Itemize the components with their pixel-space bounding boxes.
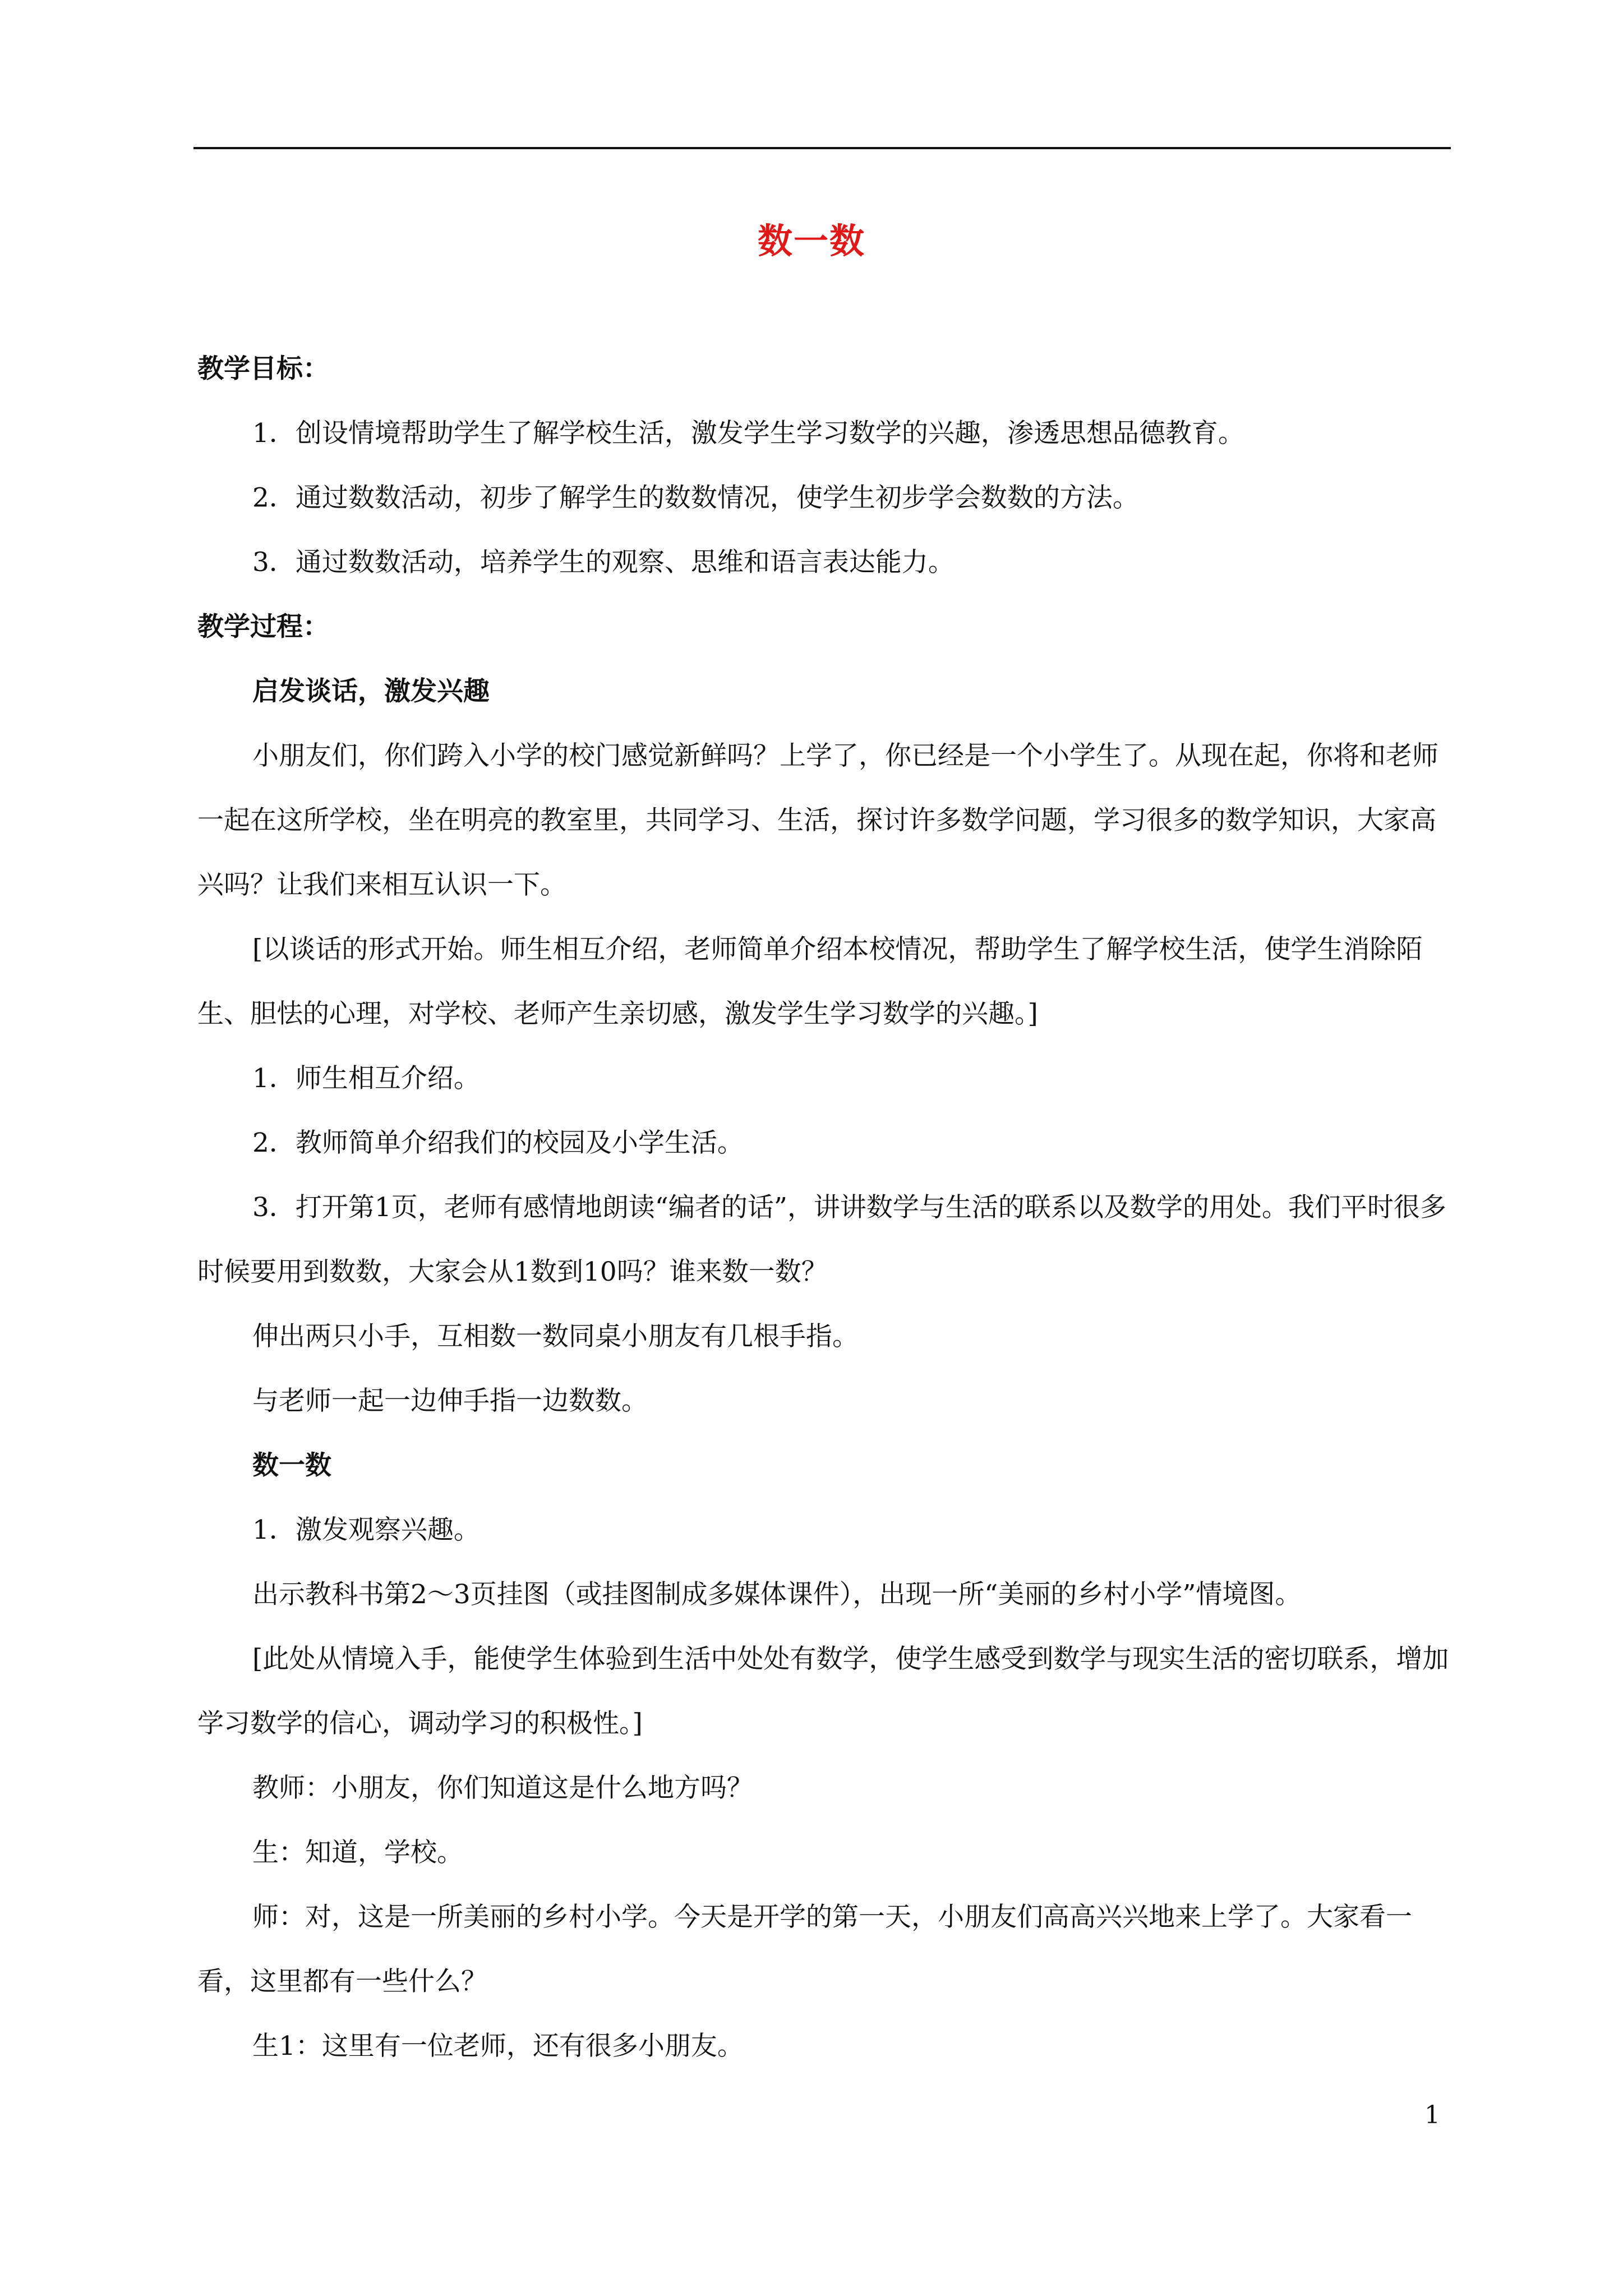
paragraph: 1．创设情境帮助学生了解学校生活，激发学生学习数学的兴趣，渗透思想品德教育。: [252, 418, 1244, 449]
document-title: 数一数: [757, 220, 865, 261]
paragraph: 师：对，这是一所美丽的乡村小学。今天是开学的第一天，小朋友们高高兴兴地来上学了。大家看一看，这里都有一些什么？: [197, 1902, 1412, 1997]
paragraph: 2．教师简单介绍我们的校园及小学生活。: [252, 1128, 744, 1158]
header-rule: [193, 147, 1451, 149]
paragraph: 教师：小朋友，你们知道这是什么地方吗？: [252, 1773, 753, 1803]
paragraph: 3．打开第1页，老师有感情地朗读“编者的话”，讲讲数学与生活的联系以及数学的用处。我们平时很多时候要用到数数，大家会从1数到10吗？谁来数一数？: [197, 1192, 1446, 1287]
paragraph: [以谈话的形式开始。师生相互介绍，老师简单介绍本校情况，帮助学生了解学校生活，使学生消除陌生、胆怯的心理，对学校、老师产生亲切感，激发学生学习数学的兴趣。]: [197, 934, 1423, 1029]
paragraph: [此处从情境入手，能使学生体验到生活中处处有数学，使学生感受到数学与现实生活的密切联系，增加学习数学的信心，调动学习的积极性。]: [197, 1644, 1449, 1739]
paragraph: 1．师生相互介绍。: [252, 1063, 480, 1094]
paragraph: 生1：这里有一位老师，还有很多小朋友。: [252, 2031, 744, 2062]
paragraph: 出示教科书第2～3页挂图（或挂图制成多媒体课件），出现一所“美丽的乡村小学”情境图。: [252, 1579, 1302, 1610]
section-heading-process: 教学过程：: [197, 611, 329, 642]
section-heading-objectives: 教学目标：: [197, 353, 329, 384]
paragraph: 生：知道，学校。: [252, 1837, 463, 1868]
paragraph: 伸出两只小手，互相数一数同桌小朋友有几根手指。: [252, 1321, 859, 1352]
paragraph: 2．通过数数活动，初步了解学生的数数情况，使学生初步学会数数的方法。: [252, 482, 1139, 513]
subheading-inspire: 启发谈话，激发兴趣: [252, 676, 490, 707]
paragraph: 3．通过数数活动，培养学生的观察、思维和语言表达能力。: [252, 547, 955, 578]
subheading-count: 数一数: [252, 1450, 331, 1481]
document-body: [197, 337, 1449, 2078]
paragraph: 与老师一起一边伸手指一边数数。: [252, 1386, 648, 1416]
paragraph: 小朋友们，你们跨入小学的校门感觉新鲜吗？上学了，你已经是一个小学生了。从现在起，你将和老师一起在这所学校，坐在明亮的教室里，共同学习、生活，探讨许多数学问题，学习很多的数学知识，大家高兴吗？让我们来相互认识一下。: [197, 740, 1438, 900]
page-number: 1: [1424, 2101, 1440, 2129]
paragraph: 1．激发观察兴趣。: [252, 1515, 480, 1545]
